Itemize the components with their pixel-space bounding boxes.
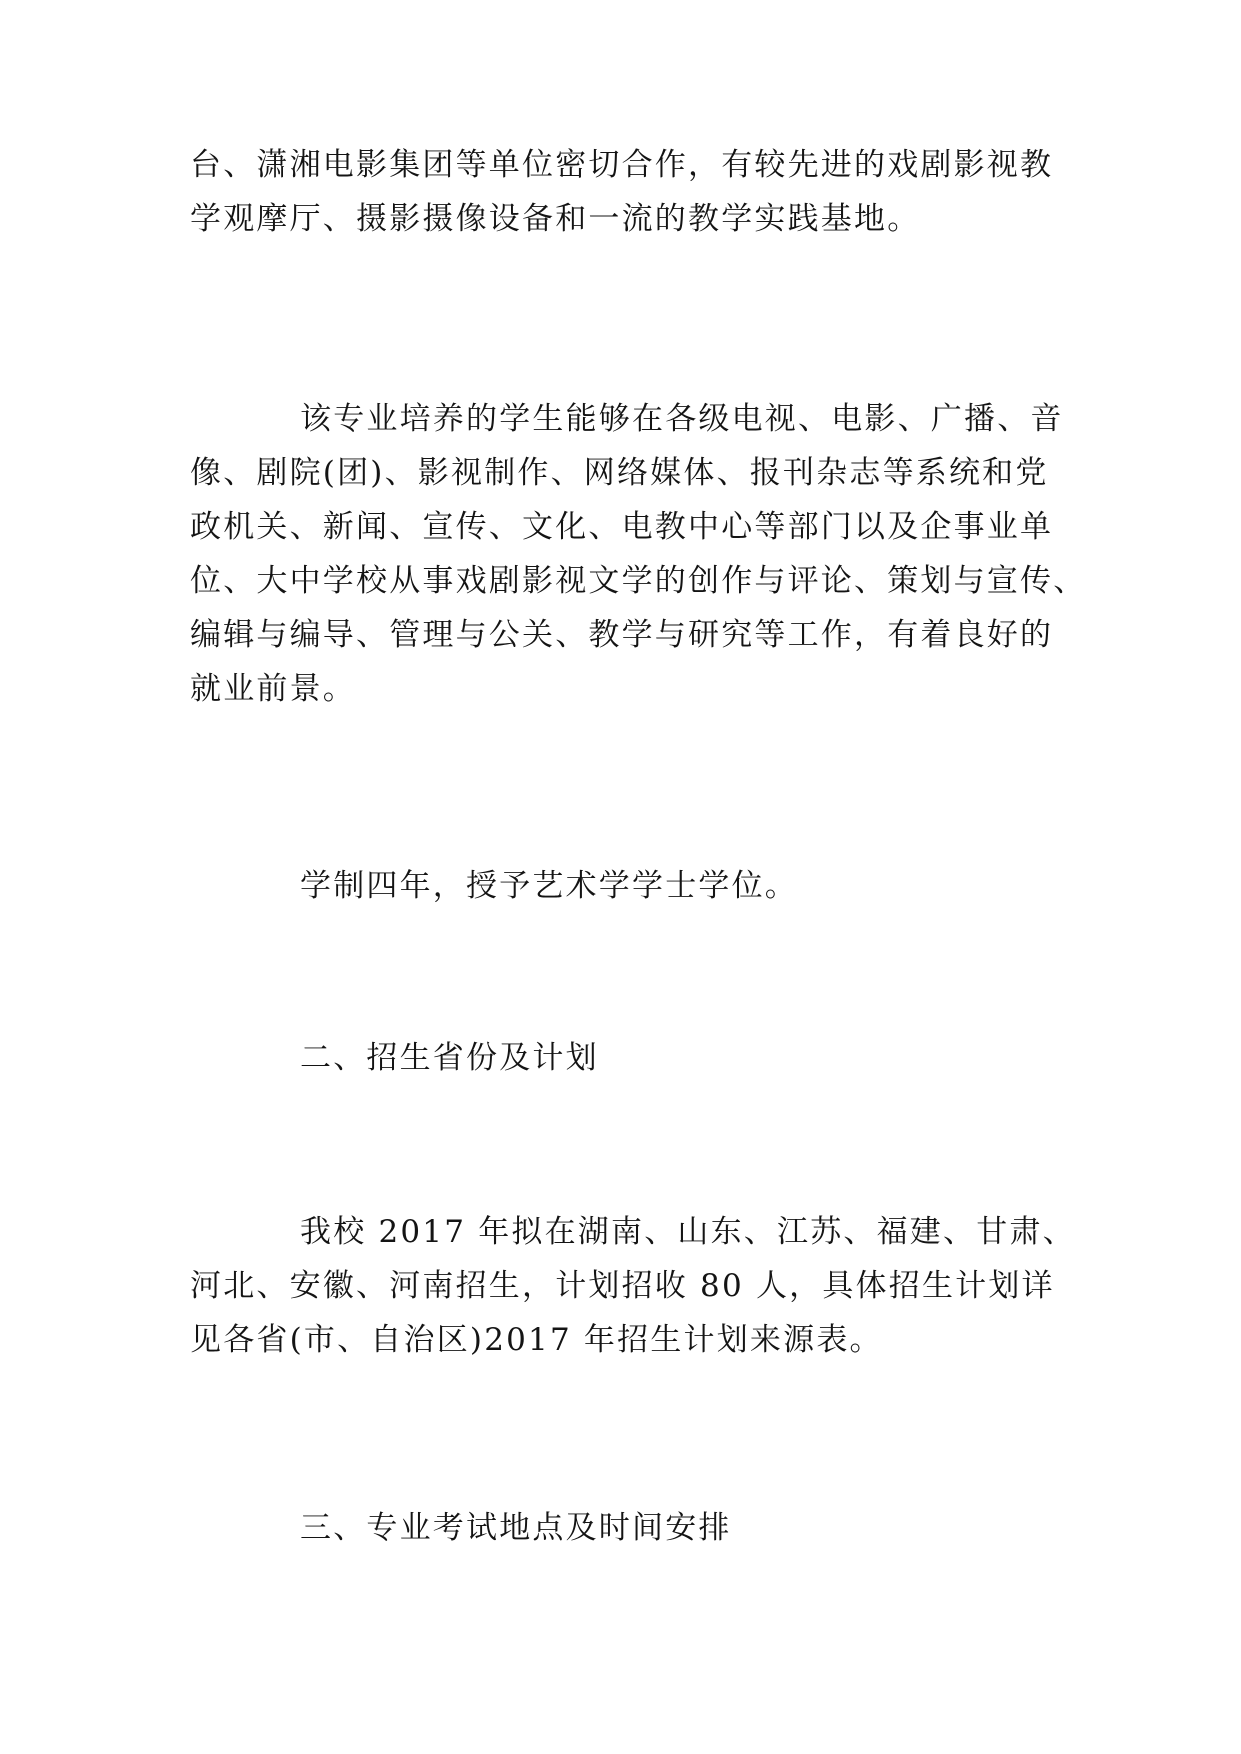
paragraph-line: 河北、安徽、河南招生，计划招收 80 人，具体招生计划详 bbox=[190, 1268, 1055, 1304]
paragraph-line: 位、大中学校从事戏剧影视文学的创作与评论、策划与宣传、 bbox=[190, 563, 1087, 599]
paragraph-line: 台、潇湘电影集团等单位密切合作，有较先进的戏剧影视教 bbox=[190, 147, 1054, 183]
paragraph-duration: 学制四年，授予艺术学学士学位。 bbox=[300, 868, 798, 904]
paragraph-line: 就业前景。 bbox=[190, 671, 356, 707]
paragraph-line: 该专业培养的学生能够在各级电视、电影、广播、音 bbox=[300, 401, 1064, 437]
paragraph-line: 编辑与编导、管理与公关、教学与研究等工作，有着良好的 bbox=[190, 617, 1054, 653]
paragraph-line: 我校 2017 年拟在湖南、山东、江苏、福建、甘肃、 bbox=[300, 1214, 1076, 1250]
paragraph-line: 政机关、新闻、宣传、文化、电教中心等部门以及企事业单 bbox=[190, 509, 1054, 545]
paragraph-enrollment-plan bbox=[190, 1205, 1076, 1367]
paragraph-line: 学观摩厅、摄影摄像设备和一流的教学实践基地。 bbox=[190, 201, 921, 237]
paragraph-line: 见各省(市、自治区)2017 年招生计划来源表。 bbox=[190, 1322, 883, 1358]
section-heading-enrollment: 二、招生省份及计划 bbox=[300, 1040, 599, 1076]
section-heading-exam: 三、专业考试地点及时间安排 bbox=[300, 1510, 732, 1546]
paragraph-employment bbox=[190, 392, 1087, 716]
paragraph-facilities bbox=[190, 138, 1056, 246]
paragraph-line: 像、剧院(团)、影视制作、网络媒体、报刊杂志等系统和党 bbox=[190, 455, 1049, 491]
